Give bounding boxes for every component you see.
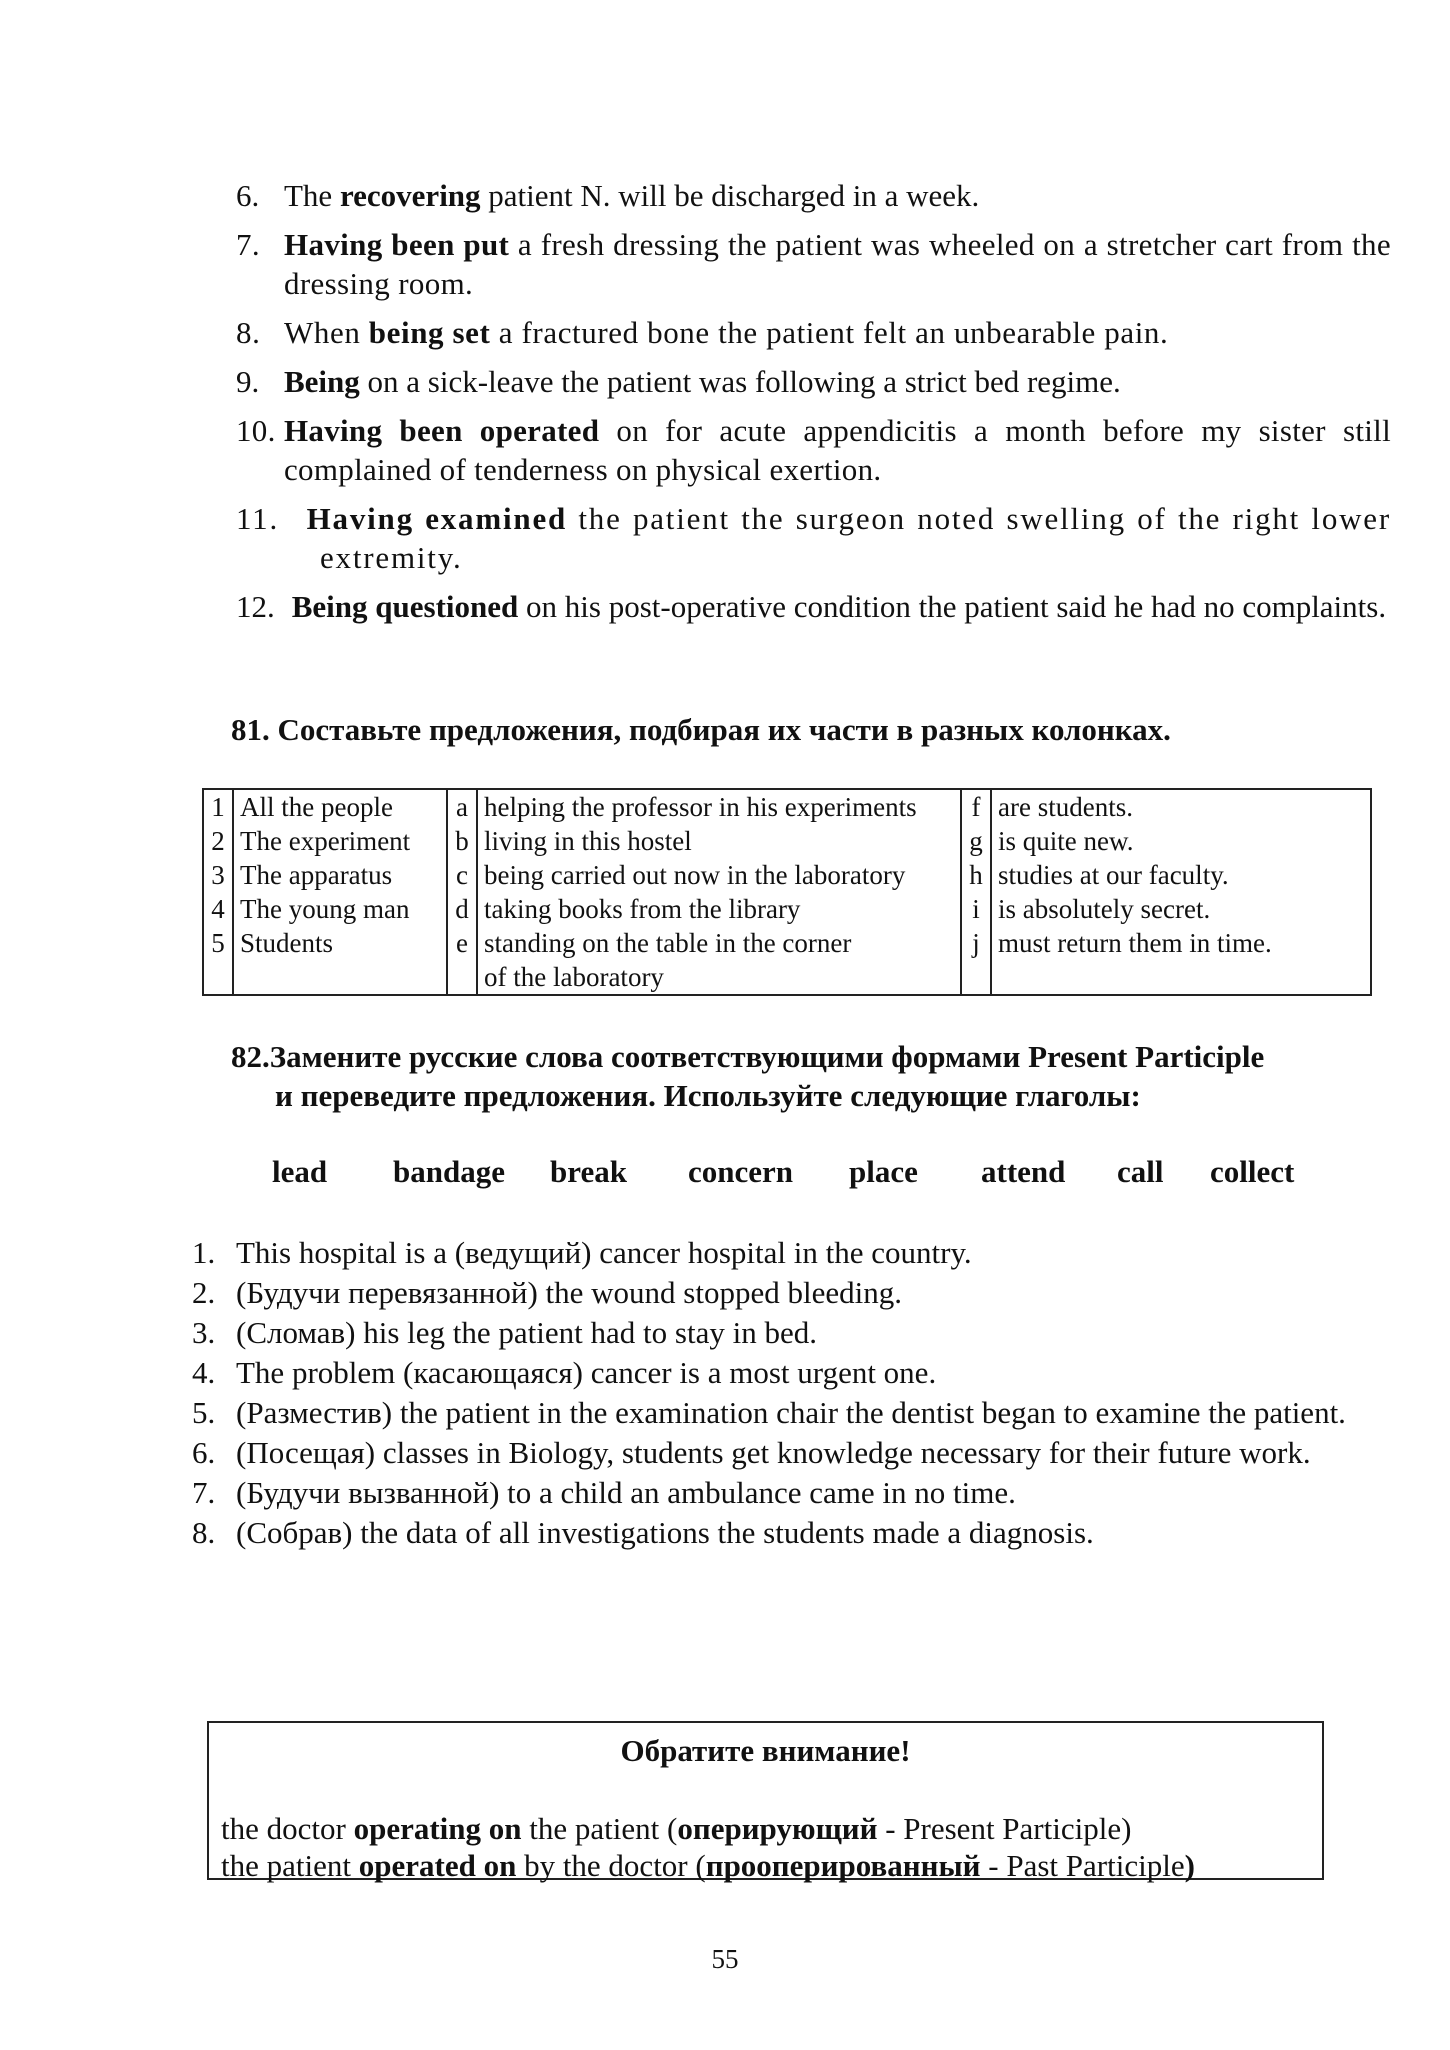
item-number: 11. bbox=[236, 501, 279, 536]
item-text bbox=[284, 589, 1386, 624]
item-text bbox=[284, 364, 1121, 399]
item-text bbox=[284, 315, 1168, 350]
list-item bbox=[236, 411, 1391, 489]
item-text: (Собрав) the data of all investigations the students made a diagnosis. bbox=[236, 1515, 1094, 1550]
phrase-letter: b bbox=[447, 824, 477, 858]
predicate-letter: j bbox=[961, 926, 991, 960]
text-run: the doctor bbox=[221, 1811, 354, 1846]
bold-term: ) bbox=[1184, 1848, 1195, 1883]
row-number: 4 bbox=[203, 892, 233, 926]
item-number: 3. bbox=[192, 1315, 216, 1350]
text-run: The bbox=[284, 178, 340, 213]
bold-term: operating on bbox=[353, 1811, 522, 1846]
page-number: 55 bbox=[711, 1944, 739, 1974]
item-text bbox=[284, 178, 979, 213]
predicate-letter: h bbox=[961, 858, 991, 892]
text-run: When bbox=[284, 315, 369, 350]
list-item bbox=[192, 1473, 1392, 1513]
bold-term: operated on bbox=[358, 1848, 517, 1883]
bold-term: прооперированный bbox=[705, 1848, 981, 1883]
attention-line bbox=[221, 1809, 1318, 1848]
attention-title: Обратите внимание! bbox=[620, 1733, 911, 1768]
item-text bbox=[284, 227, 1391, 301]
exercise-81-heading: 81. Составьте предложения, подбирая их части в разных колонках. bbox=[231, 712, 1171, 747]
item-number: 10. bbox=[236, 413, 276, 448]
phrase-letter bbox=[447, 960, 477, 995]
predicate-cell: studies at our faculty. bbox=[991, 858, 1371, 892]
table-row bbox=[203, 858, 1371, 892]
participle-sentence-list bbox=[236, 176, 1391, 636]
list-item bbox=[236, 587, 1391, 626]
participle-phrase-cell: of the laboratory bbox=[477, 960, 961, 995]
text-run: a fractured bone the patient felt an unbearable pain. bbox=[490, 315, 1169, 350]
predicate-letter: f bbox=[961, 789, 991, 824]
item-text: (Будучи перевязанной) the wound stopped bleeding. bbox=[236, 1275, 902, 1310]
item-text: This hospital is a (ведущий) cancer hospital in the country. bbox=[236, 1235, 972, 1270]
table-row bbox=[203, 892, 1371, 926]
subject-cell: The apparatus bbox=[233, 858, 447, 892]
item-number: 4. bbox=[192, 1355, 216, 1390]
verb: concern bbox=[688, 1154, 794, 1189]
predicate-cell: must return them in time. bbox=[991, 926, 1371, 960]
text-run: the patient ( bbox=[521, 1811, 678, 1846]
item-number: 2. bbox=[192, 1275, 216, 1310]
item-number: 1. bbox=[192, 1235, 216, 1270]
bold-term: Having examined bbox=[306, 501, 568, 536]
verb: lead bbox=[272, 1154, 328, 1189]
list-item bbox=[236, 176, 1391, 215]
subject-cell: The young man bbox=[233, 892, 447, 926]
item-number: 6. bbox=[236, 178, 260, 213]
attention-line bbox=[221, 1846, 1318, 1885]
item-text: ​ Having examined the patient the surgeon noted swelling of the right lower extremity. bbox=[284, 501, 1391, 575]
item-number: 9. bbox=[236, 364, 260, 399]
matching-table bbox=[202, 788, 1372, 996]
list-item bbox=[192, 1433, 1392, 1473]
text-run: patient N. will be discharged in a week. bbox=[480, 178, 980, 213]
list-item bbox=[192, 1273, 1392, 1313]
item-text: (Разместив) the patient in the examination chair the dentist began to examine the patient. bbox=[236, 1395, 1346, 1430]
phrase-letter: c bbox=[447, 858, 477, 892]
row-number: 1 bbox=[203, 789, 233, 824]
bold-term: оперирующий bbox=[677, 1811, 878, 1846]
bold-term: Being questioned bbox=[291, 589, 519, 624]
verb: collect bbox=[1210, 1154, 1295, 1189]
list-item bbox=[192, 1353, 1392, 1393]
item-text: (Посещая) classes in Biology, students get knowledge necessary for their future work. bbox=[236, 1435, 1311, 1470]
bold-term: Having been operated bbox=[284, 413, 600, 448]
verb: break bbox=[550, 1154, 627, 1189]
item-text: The problem (касающаяся) cancer is a most urgent one. bbox=[236, 1355, 937, 1390]
participle-phrase-cell: standing on the table in the corner bbox=[477, 926, 961, 960]
participle-phrase-cell: being carried out now in the laboratory bbox=[477, 858, 961, 892]
text-run: the patient the surgeon noted swelling of the right lower extremity. bbox=[320, 501, 1391, 575]
text-run: on his post-operative condition the patient said he had no complaints. bbox=[518, 589, 1387, 624]
bold-term: recovering bbox=[339, 178, 481, 213]
text-run: by the doctor ( bbox=[516, 1848, 706, 1883]
list-item bbox=[192, 1513, 1392, 1553]
row-number: 3 bbox=[203, 858, 233, 892]
predicate-cell: are students. bbox=[991, 789, 1371, 824]
subject-cell: All the people bbox=[233, 789, 447, 824]
text-run: on for acute appendicitis a month before my sister still complained of tenderness on physical exertion. bbox=[284, 413, 1391, 487]
row-number: 5 bbox=[203, 926, 233, 960]
participle-phrase-cell: helping the professor in his experiments bbox=[477, 789, 961, 824]
predicate-cell bbox=[991, 960, 1371, 995]
list-item bbox=[236, 499, 1391, 577]
item-number: 6. bbox=[192, 1435, 216, 1470]
subject-cell: The experiment bbox=[233, 824, 447, 858]
exercise-82-heading bbox=[231, 1037, 1401, 1115]
predicate-cell: is quite new. bbox=[991, 824, 1371, 858]
text-run: a fresh dressing the patient was wheeled on a stretcher cart from the dressing room. bbox=[284, 227, 1392, 301]
table-row bbox=[203, 960, 1371, 995]
item-number: 8. bbox=[192, 1515, 216, 1550]
bold-term: being set bbox=[368, 315, 491, 350]
text-run: - Past Participle bbox=[980, 1848, 1185, 1883]
predicate-letter: i bbox=[961, 892, 991, 926]
translation-exercise-list bbox=[192, 1233, 1392, 1553]
subject-cell bbox=[233, 960, 447, 995]
text-run: on a sick-leave the patient was following a strict bed regime. bbox=[359, 364, 1121, 399]
table-row bbox=[203, 824, 1371, 858]
verb: call bbox=[1117, 1154, 1164, 1189]
phrase-letter: d bbox=[447, 892, 477, 926]
list-item bbox=[236, 225, 1391, 303]
row-number: 2 bbox=[203, 824, 233, 858]
table-row bbox=[203, 926, 1371, 960]
participle-phrase-cell: taking books from the library bbox=[477, 892, 961, 926]
list-item bbox=[192, 1313, 1392, 1353]
text-run: - Present Participle) bbox=[877, 1811, 1132, 1846]
verb: attend bbox=[981, 1154, 1066, 1189]
predicate-letter: g bbox=[961, 824, 991, 858]
item-text: (Будучи вызванной) to a child an ambulance came in no time. bbox=[236, 1475, 1016, 1510]
text-run: the patient bbox=[221, 1848, 359, 1883]
row-number bbox=[203, 960, 233, 995]
item-number: 12. bbox=[236, 589, 275, 624]
list-item bbox=[192, 1393, 1392, 1433]
verb: bandage bbox=[393, 1154, 505, 1189]
attention-box bbox=[207, 1721, 1324, 1883]
list-item bbox=[192, 1233, 1392, 1273]
heading-line: 82.Замените русские слова соответствующими формами Present Participle bbox=[231, 1039, 1265, 1074]
subject-cell: Students bbox=[233, 926, 447, 960]
list-item bbox=[236, 362, 1391, 401]
item-number: 7. bbox=[192, 1475, 216, 1510]
table-row bbox=[203, 789, 1371, 824]
item-number: 7. bbox=[236, 227, 260, 262]
item-number: 8. bbox=[236, 315, 261, 350]
bold-term: Being bbox=[284, 364, 360, 399]
item-text bbox=[284, 413, 1391, 487]
phrase-letter: a bbox=[447, 789, 477, 824]
predicate-letter bbox=[961, 960, 991, 995]
participle-phrase-cell: living in this hostel bbox=[477, 824, 961, 858]
item-number: 5. bbox=[192, 1395, 216, 1430]
heading-line: и переведите предложения. Используйте следующие глаголы: bbox=[275, 1078, 1141, 1113]
phrase-letter: e bbox=[447, 926, 477, 960]
predicate-cell: is absolutely secret. bbox=[991, 892, 1371, 926]
verb: place bbox=[849, 1154, 918, 1189]
item-text: (Сломав) his leg the patient had to stay in bed. bbox=[236, 1315, 817, 1350]
bold-term: Having been put bbox=[284, 227, 510, 262]
list-item bbox=[236, 313, 1391, 352]
